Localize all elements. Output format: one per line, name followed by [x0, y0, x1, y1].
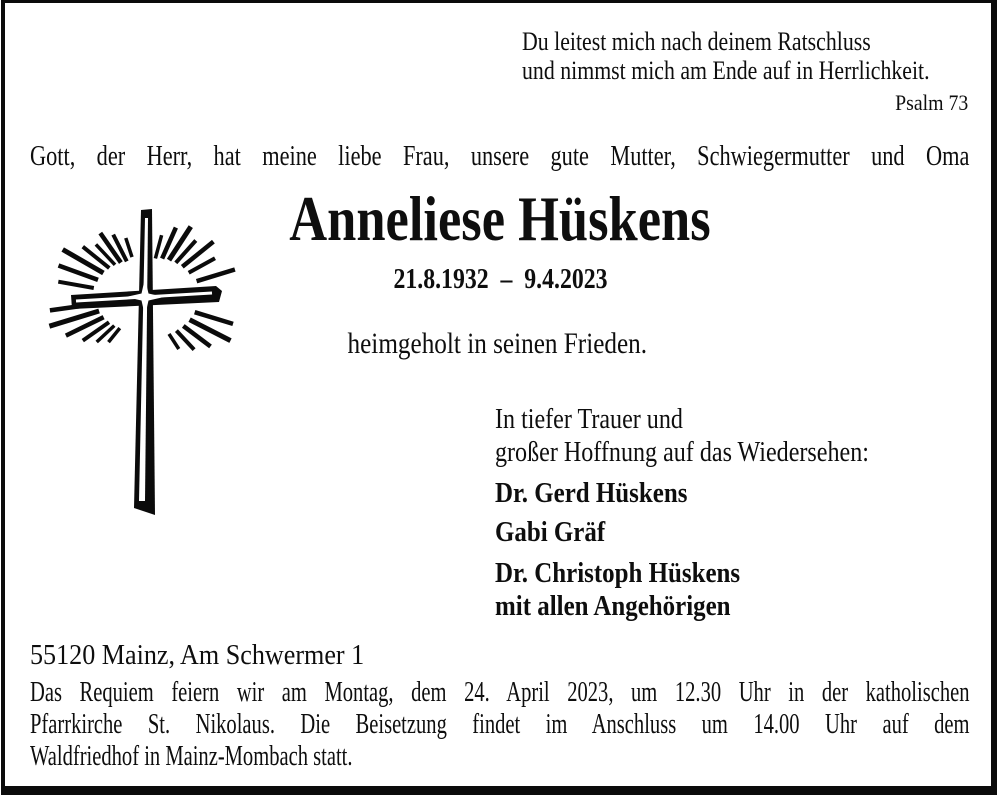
funeral-notice-line-1: Das Requiem feiern wir am Montag, dem 24. April 2023, um 12.30 Uhr in der katholischen	[30, 677, 970, 708]
psalm-quote	[522, 27, 930, 85]
intro-line: Gott, der Herr, hat meine liebe Frau, unsere gute Mutter, Schwiegermutter und Oma	[30, 140, 970, 172]
mourner-name: Gabi Gräf	[495, 516, 606, 548]
life-dates: 21.8.1932 – 9.4.2023	[392, 263, 608, 295]
mourner-name: Dr. Gerd Hüskens	[495, 477, 688, 509]
mourners-intro-line-2: großer Hoffnung auf das Wiedersehen:	[495, 437, 869, 468]
psalm-line-2: und nimmst mich am Ende auf in Herrlichkeit.	[522, 56, 930, 85]
mourner-name: Dr. Christoph Hüskens	[495, 557, 741, 589]
deceased-name: Anneliese Hüskens	[289, 183, 711, 254]
address-line: 55120 Mainz, Am Schwermer 1	[30, 639, 365, 671]
mourners-intro-line-1: In tiefer Trauer und	[495, 404, 683, 435]
funeral-notice	[30, 677, 970, 773]
mourners-closing: mit allen Angehörigen	[495, 590, 731, 622]
psalm-source: Psalm 73	[894, 90, 968, 115]
epitaph-line: heimgeholt in seinen Frieden.	[347, 327, 647, 360]
funeral-notice-line-3: Waldfriedhof in Mainz-Mombach statt.	[30, 741, 353, 772]
psalm-line-1: Du leitest mich nach deinem Ratschluss	[522, 27, 871, 56]
funeral-notice-line-2: Pfarrkirche St. Nikolaus. Die Beisetzung findet im Anschluss um 14.00 Uhr auf dem	[30, 709, 970, 740]
mourners-block	[495, 403, 869, 623]
